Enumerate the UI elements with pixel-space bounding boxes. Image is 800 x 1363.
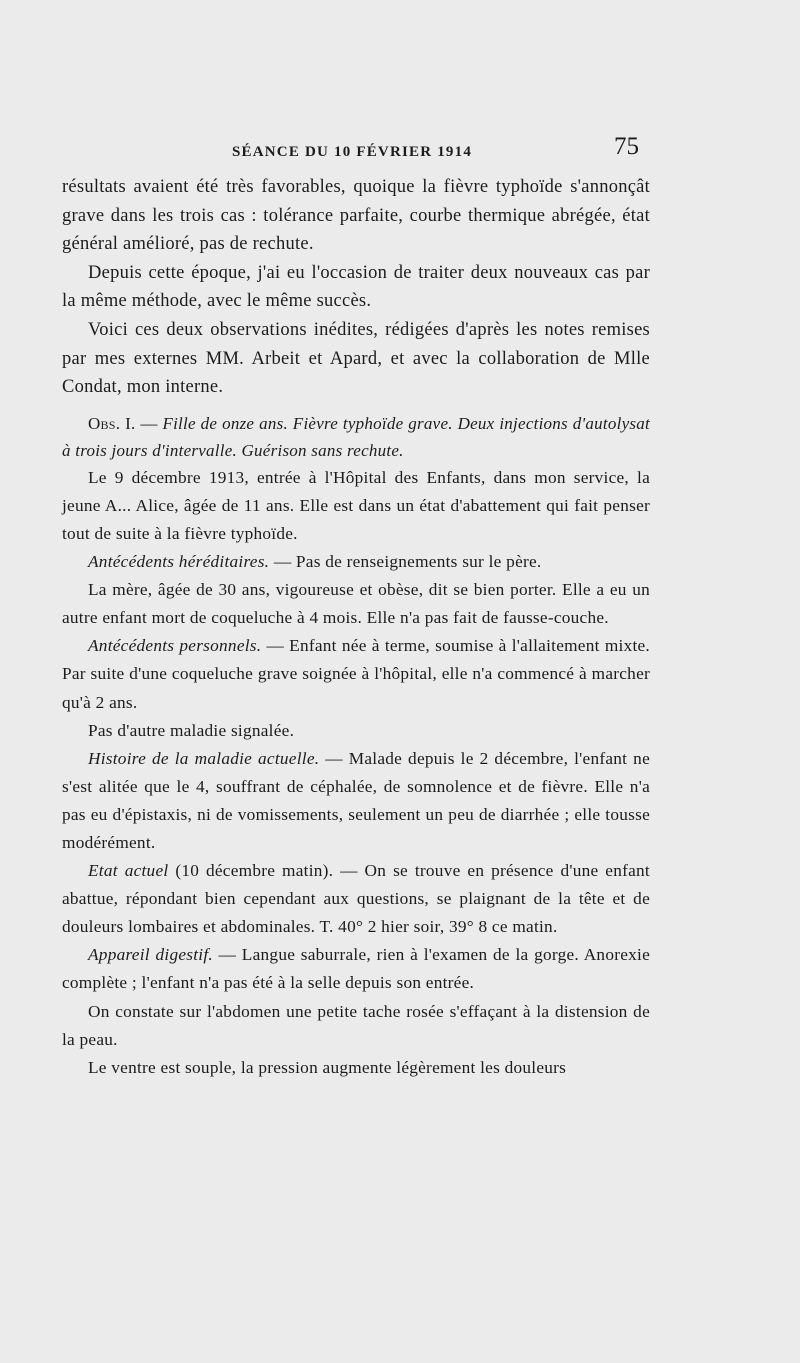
hereditary-paragraph [62,548,650,576]
body-text [62,173,650,1082]
history-heading: Histoire de la maladie actuelle. [88,748,320,768]
personal-heading: Antécédents personnels. [88,636,262,656]
personal-paragraph [62,632,650,716]
state-text: (10 décembre matin). — On se trouve en présence d'une enfant abattue, répondant bien cependant aux questions, se plaignant de la tête et de douleurs lombaires et abdominales. T. 40° 2 hier soir, 39° 8 ce matin. [62,861,650,937]
observation-heading [62,410,650,464]
digestive-text: — Langue saburrale, rien à l'examen de la gorge. Anorexie complète ; l'enfant n'a pas été à la selle depuis son entrée. [62,945,650,993]
belly-paragraph: Le ventre est souple, la pression augmente légèrement les douleurs [88,1057,567,1077]
history-text: — Malade depuis le 2 décembre, l'enfant ne s'est alitée que le 4, souffrant de céphalée, de somnolence et de fièvre. Elle n'a pas eu d'épistaxis, ni de vomissements, seulement un peu de diarrhée ; elle tousse modérément. [62,748,650,852]
state-paragraph [62,857,650,941]
digestive-heading: Appareil digestif. [88,945,213,965]
running-title: SÉANCE DU 10 FÉVRIER 1914 [232,144,473,160]
mother-paragraph: La mère, âgée de 30 ans, vigoureuse et obèse, dit se bien porter. Elle a eu un autre enfant mort de coqueluche à 4 mois. Elle n'a pas fait de fausse-couche. [62,580,650,628]
case-admission: Le 9 décembre 1913, entrée à l'Hôpital des Enfants, dans mon service, la jeune A... Alice, âgée de 11 ans. Elle est dans un état d'abattement qui fait penser tout de suite à la fièvre typhoïde. [62,467,650,543]
abdomen-paragraph: On constate sur l'abdomen une petite tache rosée s'effaçant à la distension de la peau. [62,1001,650,1049]
page-header [0,130,800,170]
observation-title: Fille de onze ans. Fièvre typhoïde grave. Deux injections d'autolysat à trois jours d'intervalle. Guérison sans rechute. [62,413,651,460]
intro-paragraph-1: résultats avaient été très favorables, quoique la fièvre typhoïde s'annonçât grave dans les trois cas : tolérance parfaite, courbe thermique abrégée, état général amélioré, pas de rechute. [62,177,650,255]
observation-dash: — [135,413,163,433]
state-heading: Etat actuel [88,861,169,881]
personal-text: — Enfant née à terme, soumise à l'allaitement mixte. Par suite d'une coqueluche grave soignée à l'hôpital, elle n'a commencé à marcher qu'à 2 ans. [62,636,650,712]
observation-label: Obs. I. [88,413,136,433]
case-report [62,464,650,1082]
intro-paragraph-3: Voici ces deux observations inédites, rédigées d'après les notes remises par mes externes MM. Arbeit et Apard, et avec la collaboration de Mlle Condat, mon interne. [62,319,650,398]
page-number: 75 [614,133,639,160]
hereditary-heading: Antécédents héréditaires. [88,552,270,572]
no-other-paragraph: Pas d'autre maladie signalée. [88,720,295,740]
intro-paragraph-2: Depuis cette époque, j'ai eu l'occasion de traiter deux nouveaux cas par la même méthode, avec le même succès. [62,262,650,312]
history-paragraph [62,745,650,857]
hereditary-text: — Pas de renseignements sur le père. [269,552,542,572]
digestive-paragraph [62,941,650,997]
